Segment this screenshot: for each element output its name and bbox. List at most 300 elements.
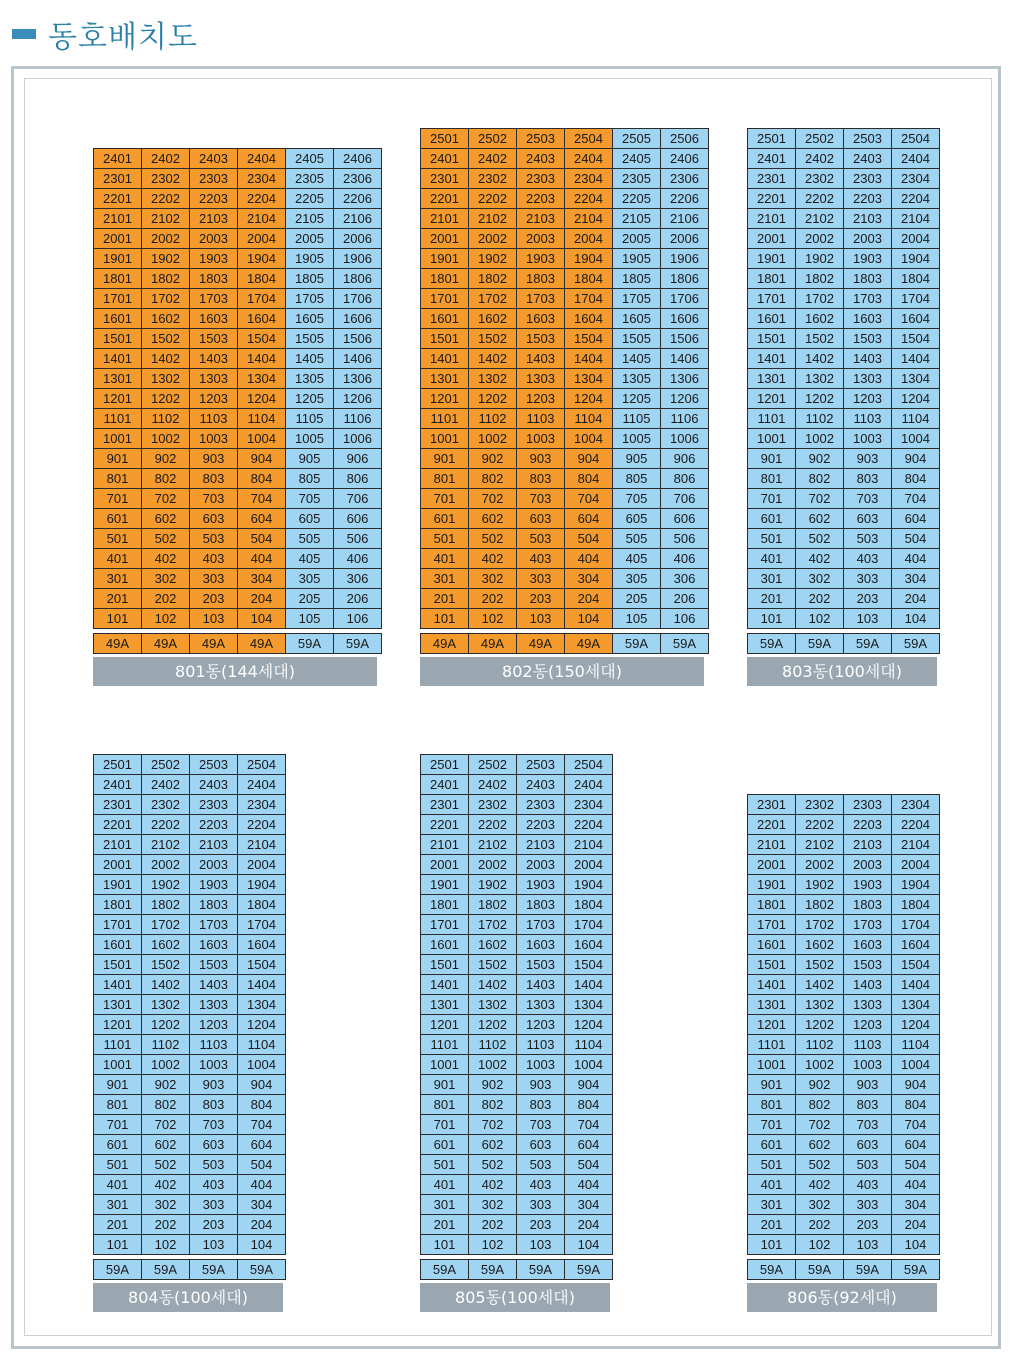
unit-cell[interactable]: 1001	[748, 429, 796, 449]
unit-cell[interactable]: 302	[796, 1194, 844, 1214]
unit-cell[interactable]: 602	[142, 508, 190, 528]
unit-cell[interactable]: 1601	[748, 309, 796, 329]
unit-cell[interactable]: 1603	[844, 934, 892, 954]
unit-cell[interactable]: 2206	[661, 189, 709, 209]
unit-cell[interactable]: 801	[421, 469, 469, 489]
unit-cell[interactable]: 2106	[661, 209, 709, 229]
unit-cell[interactable]: 602	[142, 1135, 190, 1155]
unit-cell[interactable]: 1701	[748, 914, 796, 934]
unit-cell[interactable]: 2301	[94, 795, 142, 815]
unit-cell[interactable]: 501	[748, 529, 796, 549]
unit-cell[interactable]: 2304	[238, 168, 286, 188]
unit-cell[interactable]: 2504	[238, 755, 286, 775]
unit-cell[interactable]: 802	[796, 1094, 844, 1114]
unit-cell[interactable]: 2403	[190, 775, 238, 795]
unit-cell[interactable]: 1203	[190, 388, 238, 408]
unit-cell[interactable]: 2201	[94, 815, 142, 835]
unit-cell[interactable]: 1503	[517, 955, 565, 975]
unit-cell[interactable]: 1904	[565, 249, 613, 269]
unit-cell[interactable]: 702	[142, 488, 190, 508]
unit-cell[interactable]: 1903	[517, 875, 565, 895]
unit-cell[interactable]: 1903	[190, 248, 238, 268]
unit-cell[interactable]: 2401	[421, 149, 469, 169]
unit-cell[interactable]: 306	[334, 568, 382, 588]
unit-cell[interactable]: 505	[286, 528, 334, 548]
unit-cell[interactable]: 1704	[565, 915, 613, 935]
unit-cell[interactable]: 2403	[844, 149, 892, 169]
unit-cell[interactable]: 1102	[469, 1035, 517, 1055]
unit-cell[interactable]: 2103	[190, 835, 238, 855]
unit-cell[interactable]: 202	[796, 589, 844, 609]
unit-cell[interactable]: 2004	[238, 228, 286, 248]
unit-cell[interactable]: 805	[286, 468, 334, 488]
unit-cell[interactable]: 1604	[238, 308, 286, 328]
unit-cell[interactable]: 1803	[517, 269, 565, 289]
unit-cell[interactable]: 304	[238, 1195, 286, 1215]
unit-cell[interactable]: 1101	[748, 409, 796, 429]
unit-cell[interactable]: 705	[286, 488, 334, 508]
unit-cell[interactable]: 1702	[796, 914, 844, 934]
unit-cell[interactable]: 2305	[286, 168, 334, 188]
unit-cell[interactable]: 1205	[613, 389, 661, 409]
unit-cell[interactable]: 701	[748, 489, 796, 509]
unit-cell[interactable]: 1903	[190, 875, 238, 895]
unit-cell[interactable]: 1401	[748, 349, 796, 369]
unit-cell[interactable]: 2202	[796, 189, 844, 209]
unit-cell[interactable]: 706	[661, 489, 709, 509]
unit-cell[interactable]: 1004	[565, 429, 613, 449]
unit-cell[interactable]: 1004	[892, 429, 940, 449]
unit-cell[interactable]: 1602	[469, 935, 517, 955]
unit-cell[interactable]: 1003	[517, 1055, 565, 1075]
unit-cell[interactable]: 2205	[613, 189, 661, 209]
unit-cell[interactable]: 2004	[892, 854, 940, 874]
unit-cell[interactable]: 1101	[421, 1035, 469, 1055]
unit-cell[interactable]: 1103	[517, 409, 565, 429]
unit-cell[interactable]: 704	[238, 488, 286, 508]
unit-cell[interactable]: 1204	[892, 1014, 940, 1034]
unit-cell[interactable]: 1603	[190, 308, 238, 328]
unit-cell[interactable]: 1105	[613, 409, 661, 429]
unit-cell[interactable]: 201	[94, 588, 142, 608]
unit-cell[interactable]: 1606	[661, 309, 709, 329]
unit-cell[interactable]: 803	[517, 1095, 565, 1115]
unit-cell[interactable]: 804	[565, 469, 613, 489]
unit-cell[interactable]: 1801	[748, 894, 796, 914]
unit-cell[interactable]: 1003	[517, 429, 565, 449]
unit-cell[interactable]: 1404	[892, 974, 940, 994]
unit-cell[interactable]: 201	[748, 589, 796, 609]
unit-cell[interactable]: 1504	[565, 955, 613, 975]
unit-cell[interactable]: 602	[796, 1134, 844, 1154]
unit-cell[interactable]: 406	[661, 549, 709, 569]
unit-cell[interactable]: 2204	[238, 188, 286, 208]
unit-cell[interactable]: 1802	[796, 894, 844, 914]
unit-cell[interactable]: 1304	[565, 995, 613, 1015]
unit-cell[interactable]: 1704	[892, 914, 940, 934]
unit-cell[interactable]: 1002	[796, 429, 844, 449]
unit-cell[interactable]: 402	[469, 1175, 517, 1195]
unit-cell[interactable]: 2304	[892, 794, 940, 814]
unit-cell[interactable]: 1304	[892, 369, 940, 389]
unit-cell[interactable]: 204	[238, 1215, 286, 1235]
unit-cell[interactable]: 1102	[142, 408, 190, 428]
unit-cell[interactable]: 1701	[421, 915, 469, 935]
unit-cell[interactable]: 202	[142, 588, 190, 608]
unit-cell[interactable]: 2405	[286, 148, 334, 168]
unit-cell[interactable]: 303	[844, 569, 892, 589]
unit-cell[interactable]: 903	[844, 1074, 892, 1094]
unit-cell[interactable]: 204	[565, 589, 613, 609]
unit-cell[interactable]: 2301	[421, 169, 469, 189]
unit-cell[interactable]: 404	[892, 549, 940, 569]
unit-cell[interactable]: 2003	[517, 229, 565, 249]
unit-cell[interactable]: 1404	[238, 348, 286, 368]
unit-cell[interactable]: 1206	[661, 389, 709, 409]
unit-cell[interactable]: 604	[565, 1135, 613, 1155]
unit-cell[interactable]: 2301	[748, 794, 796, 814]
unit-cell[interactable]: 1501	[748, 329, 796, 349]
unit-cell[interactable]: 1702	[469, 289, 517, 309]
unit-cell[interactable]: 1904	[238, 875, 286, 895]
unit-cell[interactable]: 1902	[796, 874, 844, 894]
unit-cell[interactable]: 1601	[94, 308, 142, 328]
unit-cell[interactable]: 2401	[748, 149, 796, 169]
unit-cell[interactable]: 501	[748, 1154, 796, 1174]
unit-cell[interactable]: 2304	[238, 795, 286, 815]
unit-cell[interactable]: 1501	[421, 329, 469, 349]
unit-cell[interactable]: 305	[613, 569, 661, 589]
unit-cell[interactable]: 102	[796, 1234, 844, 1254]
unit-cell[interactable]: 902	[469, 449, 517, 469]
unit-cell[interactable]: 302	[142, 1195, 190, 1215]
unit-cell[interactable]: 1602	[796, 934, 844, 954]
unit-cell[interactable]: 2201	[94, 188, 142, 208]
unit-cell[interactable]: 504	[238, 1155, 286, 1175]
unit-cell[interactable]: 1102	[469, 409, 517, 429]
unit-cell[interactable]: 2104	[892, 209, 940, 229]
unit-cell[interactable]: 2201	[748, 814, 796, 834]
unit-cell[interactable]: 2203	[190, 815, 238, 835]
unit-cell[interactable]: 1706	[661, 289, 709, 309]
unit-cell[interactable]: 604	[892, 1134, 940, 1154]
unit-cell[interactable]: 803	[517, 469, 565, 489]
unit-cell[interactable]: 603	[190, 508, 238, 528]
unit-cell[interactable]: 202	[469, 589, 517, 609]
unit-cell[interactable]: 1206	[334, 388, 382, 408]
unit-cell[interactable]: 404	[565, 1175, 613, 1195]
unit-cell[interactable]: 1203	[190, 1015, 238, 1035]
unit-cell[interactable]: 1201	[94, 1015, 142, 1035]
unit-cell[interactable]: 902	[142, 1075, 190, 1095]
unit-cell[interactable]: 2004	[565, 855, 613, 875]
unit-cell[interactable]: 506	[661, 529, 709, 549]
unit-cell[interactable]: 1102	[142, 1035, 190, 1055]
unit-cell[interactable]: 203	[190, 588, 238, 608]
unit-cell[interactable]: 903	[190, 1075, 238, 1095]
unit-cell[interactable]: 104	[892, 609, 940, 629]
unit-cell[interactable]: 2202	[796, 814, 844, 834]
unit-cell[interactable]: 101	[94, 1235, 142, 1255]
unit-cell[interactable]: 2303	[190, 168, 238, 188]
unit-cell[interactable]: 1204	[565, 1015, 613, 1035]
unit-cell[interactable]: 504	[565, 529, 613, 549]
unit-cell[interactable]: 303	[190, 1195, 238, 1215]
unit-cell[interactable]: 804	[892, 469, 940, 489]
unit-cell[interactable]: 1905	[286, 248, 334, 268]
unit-cell[interactable]: 304	[565, 1195, 613, 1215]
unit-cell[interactable]: 1903	[844, 874, 892, 894]
unit-cell[interactable]: 1302	[142, 995, 190, 1015]
unit-cell[interactable]: 2301	[421, 795, 469, 815]
unit-cell[interactable]: 2405	[613, 149, 661, 169]
unit-cell[interactable]: 1703	[517, 915, 565, 935]
unit-cell[interactable]: 1304	[892, 994, 940, 1014]
unit-cell[interactable]: 2104	[565, 835, 613, 855]
unit-cell[interactable]: 1202	[142, 388, 190, 408]
unit-cell[interactable]: 1702	[142, 915, 190, 935]
unit-cell[interactable]: 406	[334, 548, 382, 568]
unit-cell[interactable]: 2105	[613, 209, 661, 229]
unit-cell[interactable]: 901	[94, 448, 142, 468]
unit-cell[interactable]: 2005	[613, 229, 661, 249]
unit-cell[interactable]: 2202	[142, 815, 190, 835]
unit-cell[interactable]: 1302	[796, 369, 844, 389]
unit-cell[interactable]: 106	[661, 609, 709, 629]
unit-cell[interactable]: 2104	[892, 834, 940, 854]
unit-cell[interactable]: 1906	[334, 248, 382, 268]
unit-cell[interactable]: 2306	[661, 169, 709, 189]
unit-cell[interactable]: 504	[892, 1154, 940, 1174]
unit-cell[interactable]: 404	[238, 1175, 286, 1195]
unit-cell[interactable]: 2506	[661, 129, 709, 149]
unit-cell[interactable]: 1802	[142, 268, 190, 288]
unit-cell[interactable]: 2402	[469, 775, 517, 795]
unit-cell[interactable]: 1202	[796, 1014, 844, 1034]
unit-cell[interactable]: 1204	[238, 1015, 286, 1035]
unit-cell[interactable]: 503	[844, 529, 892, 549]
unit-cell[interactable]: 2202	[469, 189, 517, 209]
unit-cell[interactable]: 502	[796, 1154, 844, 1174]
unit-cell[interactable]: 1504	[238, 955, 286, 975]
unit-cell[interactable]: 2102	[469, 835, 517, 855]
unit-cell[interactable]: 2003	[844, 229, 892, 249]
unit-cell[interactable]: 2004	[565, 229, 613, 249]
unit-cell[interactable]: 1501	[748, 954, 796, 974]
unit-cell[interactable]: 1701	[94, 915, 142, 935]
unit-cell[interactable]: 1403	[190, 348, 238, 368]
unit-cell[interactable]: 1505	[613, 329, 661, 349]
unit-cell[interactable]: 1806	[334, 268, 382, 288]
unit-cell[interactable]: 304	[238, 568, 286, 588]
unit-cell[interactable]: 2002	[142, 855, 190, 875]
unit-cell[interactable]: 1704	[238, 288, 286, 308]
unit-cell[interactable]: 301	[94, 568, 142, 588]
unit-cell[interactable]: 302	[469, 1195, 517, 1215]
unit-cell[interactable]: 1106	[334, 408, 382, 428]
unit-cell[interactable]: 1602	[469, 309, 517, 329]
unit-cell[interactable]: 203	[190, 1215, 238, 1235]
unit-cell[interactable]: 906	[661, 449, 709, 469]
unit-cell[interactable]: 1706	[334, 288, 382, 308]
unit-cell[interactable]: 2403	[517, 775, 565, 795]
unit-cell[interactable]: 401	[94, 548, 142, 568]
unit-cell[interactable]: 703	[517, 1115, 565, 1135]
unit-cell[interactable]: 1604	[238, 935, 286, 955]
unit-cell[interactable]: 704	[565, 489, 613, 509]
unit-cell[interactable]: 203	[517, 1215, 565, 1235]
unit-cell[interactable]: 2303	[844, 794, 892, 814]
unit-cell[interactable]: 1802	[469, 895, 517, 915]
unit-cell[interactable]: 2003	[844, 854, 892, 874]
unit-cell[interactable]: 1502	[469, 955, 517, 975]
unit-cell[interactable]: 104	[565, 609, 613, 629]
unit-cell[interactable]: 1201	[94, 388, 142, 408]
unit-cell[interactable]: 1604	[565, 935, 613, 955]
unit-cell[interactable]: 1905	[613, 249, 661, 269]
unit-cell[interactable]: 1401	[94, 975, 142, 995]
unit-cell[interactable]: 1703	[190, 288, 238, 308]
unit-cell[interactable]: 1301	[421, 369, 469, 389]
unit-cell[interactable]: 1801	[421, 269, 469, 289]
unit-cell[interactable]: 2002	[796, 854, 844, 874]
unit-cell[interactable]: 305	[286, 568, 334, 588]
unit-cell[interactable]: 204	[238, 588, 286, 608]
unit-cell[interactable]: 1501	[421, 955, 469, 975]
unit-cell[interactable]: 501	[421, 529, 469, 549]
unit-cell[interactable]: 1901	[748, 874, 796, 894]
unit-cell[interactable]: 2505	[613, 129, 661, 149]
unit-cell[interactable]: 1003	[844, 429, 892, 449]
unit-cell[interactable]: 503	[517, 529, 565, 549]
unit-cell[interactable]: 203	[844, 1214, 892, 1234]
unit-cell[interactable]: 1002	[796, 1054, 844, 1074]
unit-cell[interactable]: 2102	[796, 834, 844, 854]
unit-cell[interactable]: 402	[796, 1174, 844, 1194]
unit-cell[interactable]: 2203	[190, 188, 238, 208]
unit-cell[interactable]: 1002	[469, 1055, 517, 1075]
unit-cell[interactable]: 202	[142, 1215, 190, 1235]
unit-cell[interactable]: 1904	[892, 874, 940, 894]
unit-cell[interactable]: 2501	[94, 755, 142, 775]
unit-cell[interactable]: 1006	[334, 428, 382, 448]
unit-cell[interactable]: 2101	[748, 209, 796, 229]
unit-cell[interactable]: 2005	[286, 228, 334, 248]
unit-cell[interactable]: 1901	[94, 248, 142, 268]
unit-cell[interactable]: 1104	[892, 1034, 940, 1054]
unit-cell[interactable]: 601	[94, 1135, 142, 1155]
unit-cell[interactable]: 1204	[892, 389, 940, 409]
unit-cell[interactable]: 101	[94, 608, 142, 628]
unit-cell[interactable]: 2304	[565, 795, 613, 815]
unit-cell[interactable]: 2403	[190, 148, 238, 168]
unit-cell[interactable]: 1502	[142, 955, 190, 975]
unit-cell[interactable]: 2503	[517, 755, 565, 775]
unit-cell[interactable]: 1301	[421, 995, 469, 1015]
unit-cell[interactable]: 601	[94, 508, 142, 528]
unit-cell[interactable]: 1703	[190, 915, 238, 935]
unit-cell[interactable]: 105	[286, 608, 334, 628]
unit-cell[interactable]: 904	[238, 1075, 286, 1095]
unit-cell[interactable]: 1406	[661, 349, 709, 369]
unit-cell[interactable]: 1103	[844, 409, 892, 429]
unit-cell[interactable]: 1103	[190, 1035, 238, 1055]
unit-cell[interactable]: 1004	[238, 428, 286, 448]
unit-cell[interactable]: 2002	[469, 229, 517, 249]
unit-cell[interactable]: 1503	[190, 955, 238, 975]
unit-cell[interactable]: 1602	[142, 308, 190, 328]
unit-cell[interactable]: 201	[748, 1214, 796, 1234]
unit-cell[interactable]: 1201	[748, 1014, 796, 1034]
unit-cell[interactable]: 304	[892, 569, 940, 589]
unit-cell[interactable]: 1503	[517, 329, 565, 349]
unit-cell[interactable]: 202	[469, 1215, 517, 1235]
unit-cell[interactable]: 901	[421, 1075, 469, 1095]
unit-cell[interactable]: 703	[190, 488, 238, 508]
unit-cell[interactable]: 903	[517, 449, 565, 469]
unit-cell[interactable]: 2101	[421, 209, 469, 229]
unit-cell[interactable]: 2001	[94, 855, 142, 875]
unit-cell[interactable]: 1702	[142, 288, 190, 308]
unit-cell[interactable]: 1301	[94, 368, 142, 388]
unit-cell[interactable]: 1901	[94, 875, 142, 895]
unit-cell[interactable]: 904	[565, 1075, 613, 1095]
unit-cell[interactable]: 2303	[517, 795, 565, 815]
unit-cell[interactable]: 601	[748, 1134, 796, 1154]
unit-cell[interactable]: 704	[238, 1115, 286, 1135]
unit-cell[interactable]: 1506	[334, 328, 382, 348]
unit-cell[interactable]: 604	[892, 509, 940, 529]
unit-cell[interactable]: 1102	[796, 409, 844, 429]
unit-cell[interactable]: 1502	[796, 329, 844, 349]
unit-cell[interactable]: 605	[286, 508, 334, 528]
unit-cell[interactable]: 1303	[844, 369, 892, 389]
unit-cell[interactable]: 104	[565, 1235, 613, 1255]
unit-cell[interactable]: 2501	[421, 755, 469, 775]
unit-cell[interactable]: 706	[334, 488, 382, 508]
unit-cell[interactable]: 1201	[421, 389, 469, 409]
unit-cell[interactable]: 1005	[613, 429, 661, 449]
unit-cell[interactable]: 1503	[844, 954, 892, 974]
unit-cell[interactable]: 1902	[142, 875, 190, 895]
unit-cell[interactable]: 1501	[94, 955, 142, 975]
unit-cell[interactable]: 801	[748, 1094, 796, 1114]
unit-cell[interactable]: 403	[190, 1175, 238, 1195]
unit-cell[interactable]: 403	[844, 549, 892, 569]
unit-cell[interactable]: 102	[469, 1235, 517, 1255]
unit-cell[interactable]: 702	[796, 1114, 844, 1134]
unit-cell[interactable]: 2001	[748, 854, 796, 874]
unit-cell[interactable]: 1303	[517, 369, 565, 389]
unit-cell[interactable]: 101	[421, 1235, 469, 1255]
unit-cell[interactable]: 2404	[238, 775, 286, 795]
unit-cell[interactable]: 1403	[190, 975, 238, 995]
unit-cell[interactable]: 505	[613, 529, 661, 549]
unit-cell[interactable]: 2504	[892, 129, 940, 149]
unit-cell[interactable]: 1402	[142, 975, 190, 995]
unit-cell[interactable]: 702	[469, 489, 517, 509]
unit-cell[interactable]: 603	[844, 509, 892, 529]
unit-cell[interactable]: 1903	[517, 249, 565, 269]
unit-cell[interactable]: 1001	[421, 429, 469, 449]
unit-cell[interactable]: 502	[142, 1155, 190, 1175]
unit-cell[interactable]: 1901	[421, 875, 469, 895]
unit-cell[interactable]: 703	[844, 1114, 892, 1134]
unit-cell[interactable]: 404	[565, 549, 613, 569]
unit-cell[interactable]: 1804	[238, 268, 286, 288]
unit-cell[interactable]: 806	[661, 469, 709, 489]
unit-cell[interactable]: 2201	[748, 189, 796, 209]
